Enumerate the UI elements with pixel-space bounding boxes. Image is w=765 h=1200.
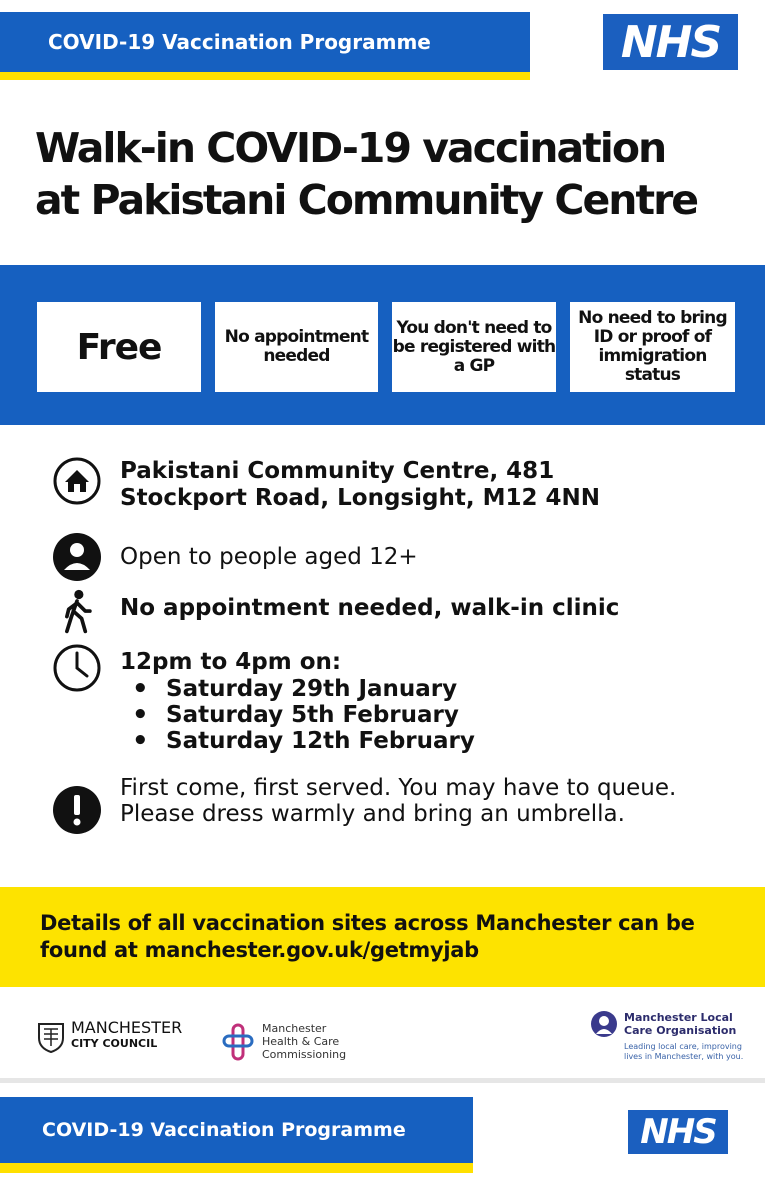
title-line-1: Walk-in COVID-19 vaccination bbox=[35, 124, 666, 172]
mhcc-line2: Health & Care bbox=[262, 1035, 340, 1048]
clock-icon bbox=[52, 643, 102, 693]
mcc-line1: MANCHESTER bbox=[71, 1018, 183, 1037]
details-text: Details of all vaccination sites across Manchester can be found at manchester.gov.uk/getmyjab bbox=[40, 911, 695, 962]
footer-programme-label: COVID-19 Vaccination Programme bbox=[42, 1119, 406, 1141]
bottom-banner bbox=[0, 1097, 473, 1173]
mlco-person-icon bbox=[590, 1010, 618, 1038]
home-icon bbox=[52, 456, 102, 506]
date-item: • Saturday 29th January bbox=[120, 676, 475, 702]
exclamation-icon bbox=[52, 785, 102, 835]
mlco-tag1: Leading local care, improving bbox=[624, 1042, 742, 1051]
mhcc-line3: Commissioning bbox=[262, 1048, 347, 1061]
feature-free: Free bbox=[37, 302, 201, 392]
feature-no-appointment bbox=[215, 302, 378, 392]
feature-no-gp-text: You don't need to be registered with a GP bbox=[392, 317, 556, 376]
mlco-logo bbox=[590, 1010, 743, 1062]
bottom-banner-blue bbox=[0, 1097, 473, 1163]
feature-no-appointment-text: No appointment needed bbox=[224, 327, 369, 366]
page-title bbox=[35, 122, 735, 226]
walkin-text: No appointment needed, walk-in clinic bbox=[120, 595, 620, 621]
mlco-line1: Manchester Local bbox=[624, 1011, 733, 1024]
notice-text: First come, first served. You may have to queue. Please dress warmly and bring an umbrella. bbox=[120, 775, 677, 827]
date-item: • Saturday 5th February bbox=[120, 702, 475, 728]
nhs-logo: NHS bbox=[603, 14, 738, 70]
person-icon bbox=[52, 532, 102, 582]
top-banner bbox=[0, 12, 530, 80]
footer-nhs-logo: NHS bbox=[628, 1110, 728, 1154]
feature-no-id-text: No need to bring ID or proof of immigration status bbox=[578, 308, 727, 385]
partner-logos bbox=[0, 990, 765, 1080]
address-text: Pakistani Community Centre, 481 Stockport Road, Longsight, M12 4NN bbox=[120, 458, 600, 511]
mhcc-cross-icon bbox=[222, 1023, 254, 1061]
programme-label: COVID-19 Vaccination Programme bbox=[48, 30, 431, 54]
title-line-2: at Pakistani Community Centre bbox=[35, 176, 698, 224]
mcc-line2: CITY COUNCIL bbox=[71, 1037, 158, 1050]
manchester-city-council-logo bbox=[35, 1020, 182, 1054]
top-banner-blue bbox=[0, 12, 530, 72]
mhcc-line1: Manchester bbox=[262, 1022, 327, 1035]
mlco-tag2: lives in Manchester, with you. bbox=[624, 1052, 744, 1061]
mhcc-logo bbox=[222, 1022, 346, 1061]
dates-list bbox=[120, 676, 475, 754]
times-heading: 12pm to 4pm on: bbox=[120, 649, 342, 675]
walking-icon bbox=[54, 589, 100, 635]
date-item: • Saturday 12th February bbox=[120, 728, 475, 754]
feature-no-id bbox=[570, 302, 735, 392]
crest-icon bbox=[35, 1020, 67, 1054]
age-text: Open to people aged 12+ bbox=[120, 544, 418, 570]
feature-no-gp bbox=[392, 302, 556, 392]
divider bbox=[0, 1078, 765, 1083]
features-band bbox=[0, 265, 765, 425]
mlco-line2: Care Organisation bbox=[624, 1024, 737, 1037]
